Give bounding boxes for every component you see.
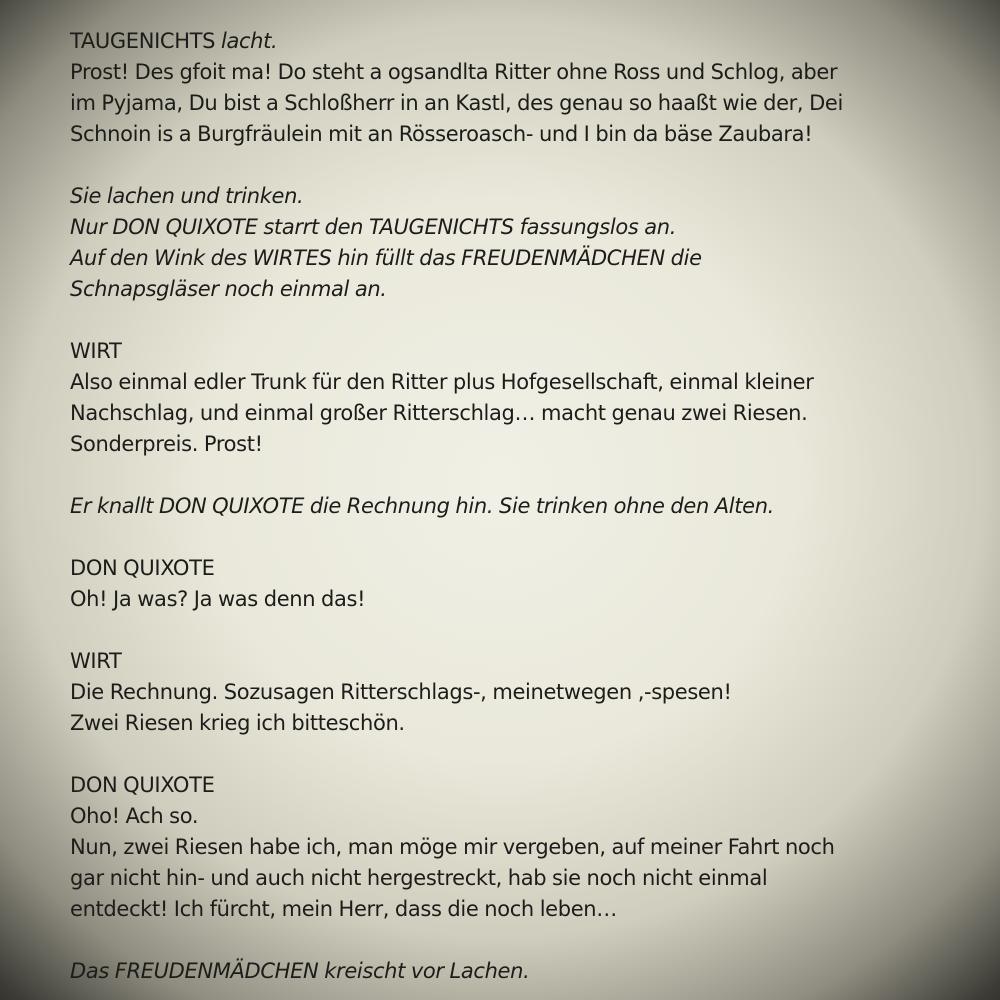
spacer	[70, 925, 970, 956]
dialogue-line: im Pyjama, Du bist a Schloßherr in an Kastl, des genau so haaßt wie der, Dei	[70, 91, 843, 115]
dialogue-line: Prost! Des gfoit ma! Do steht a ogsandlta Ritter ohne Ross und Schlog, aber	[70, 60, 838, 84]
stage-direction-line: Auf den Wink des WIRTES hin füllt das FREUDENMÄDCHEN die	[70, 246, 702, 270]
stage-direction-line: Nur DON QUIXOTE starrt den TAUGENICHTS fassungslos an.	[70, 215, 677, 239]
speaker-line	[70, 26, 970, 57]
spacer	[70, 739, 970, 770]
stage-direction-line: Er knallt DON QUIXOTE die Rechnung hin. Sie trinken ohne den Alten.	[70, 494, 774, 518]
spacer	[70, 305, 970, 336]
dialogue-line: Oh! Ja was? Ja was denn das!	[70, 587, 366, 611]
stage-direction-line: Schnapsgläser noch einmal an.	[70, 277, 387, 301]
stage-action: lacht.	[220, 29, 278, 53]
script-text	[70, 26, 970, 987]
spacer	[70, 615, 970, 646]
spacer	[70, 522, 970, 553]
speaker-name: TAUGENICHTS	[70, 29, 216, 53]
dialogue-line: Die Rechnung. Sozusagen Ritterschlags-, meinetwegen ‚-spesen!	[70, 680, 732, 704]
dialogue-line: Zwei Riesen krieg ich bitteschön.	[70, 711, 405, 735]
dialogue-line: Schnoin is a Burgfräulein mit an Rösseroasch- und I bin da bäse Zaubara!	[70, 122, 813, 146]
speaker-name: WIRT	[70, 649, 122, 673]
speaker-name: WIRT	[70, 339, 122, 363]
stage-direction-line: Das FREUDENMÄDCHEN kreischt vor Lachen.	[70, 959, 530, 983]
dialogue-line: entdeckt! Ich fürcht, mein Herr, dass die noch leben…	[70, 897, 617, 921]
dialogue-line: Oho! Ach so.	[70, 804, 199, 828]
dialogue-line: Sonderpreis. Prost!	[70, 432, 263, 456]
spacer	[70, 460, 970, 491]
spacer	[70, 150, 970, 181]
stage-direction-line: Sie lachen und trinken.	[70, 184, 304, 208]
dialogue-line: Nun, zwei Riesen habe ich, man möge mir vergeben, auf meiner Fahrt noch	[70, 835, 835, 859]
dialogue-line: Also einmal edler Trunk für den Ritter plus Hofgesellschaft, einmal kleiner	[70, 370, 814, 394]
dialogue-line: Nachschlag, und einmal großer Ritterschlag… macht genau zwei Riesen.	[70, 401, 808, 425]
speaker-name: DON QUIXOTE	[70, 556, 215, 580]
speaker-name: DON QUIXOTE	[70, 773, 215, 797]
dialogue-line: gar nicht hin- und auch nicht hergestreckt, hab sie noch nicht einmal	[70, 866, 768, 890]
